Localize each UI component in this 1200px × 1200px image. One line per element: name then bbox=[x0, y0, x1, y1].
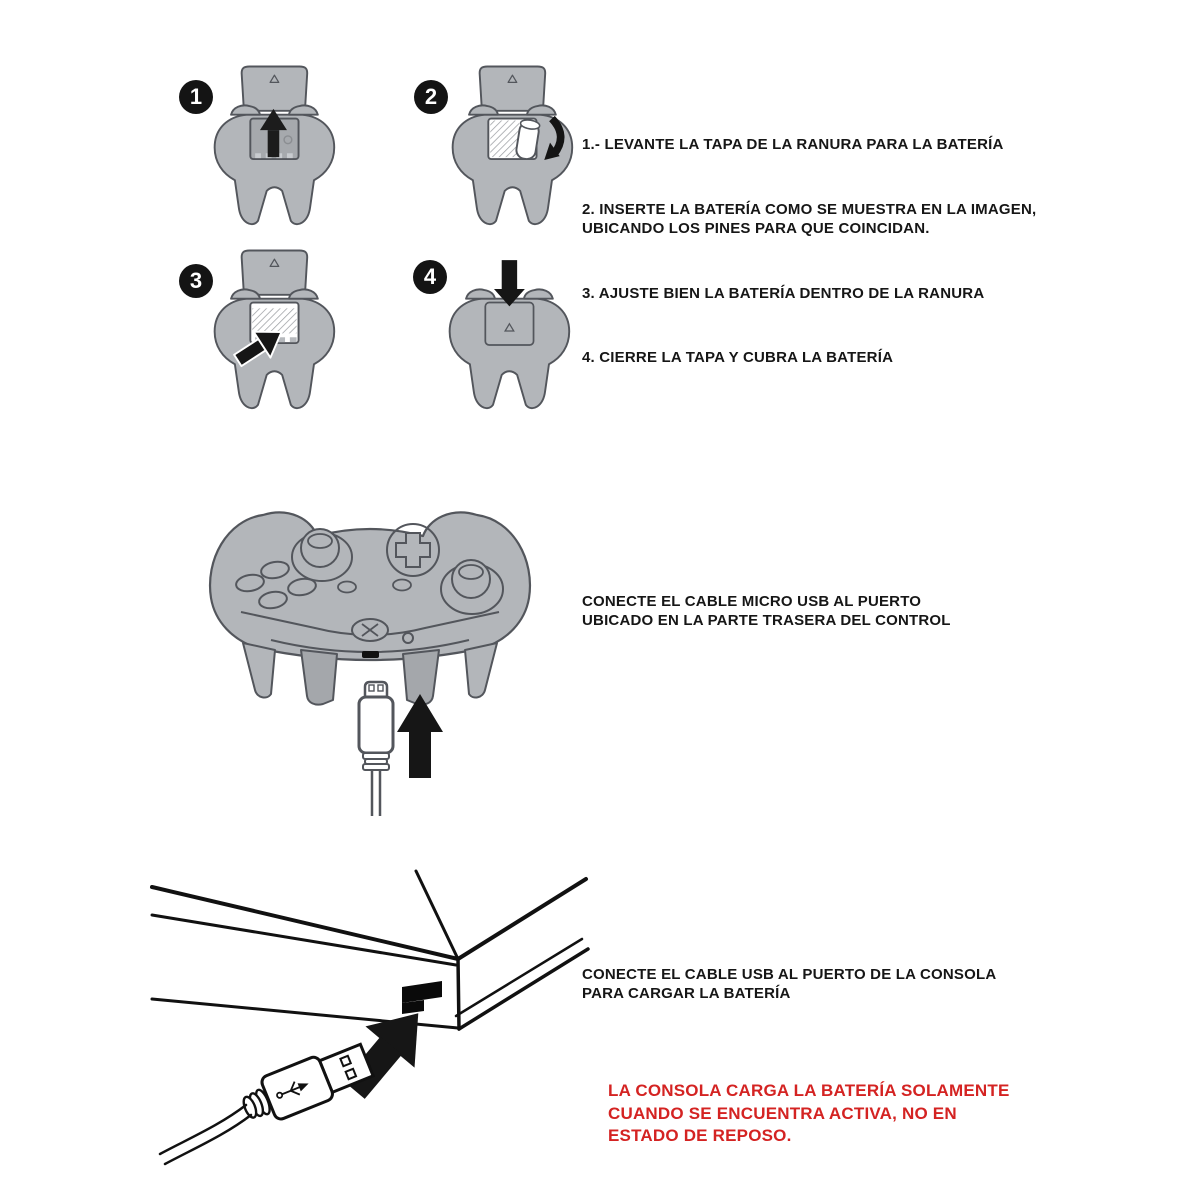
compartment-hatch bbox=[252, 308, 296, 333]
usb-a-plug-icon bbox=[237, 1039, 376, 1131]
micro-usb-port bbox=[362, 651, 379, 658]
instruction-step-1-line: 1.- LEVANTE LA TAPA DE LA RANURA PARA LA BATERÍA bbox=[582, 136, 1004, 153]
instruction-step-4 bbox=[582, 348, 893, 367]
right-grip-tip bbox=[465, 643, 497, 697]
xbox-logo-icon bbox=[352, 619, 388, 641]
instruction-micro-usb-line-1: CONECTE EL CABLE MICRO USB AL PUERTO bbox=[582, 593, 922, 610]
step-2-badge: 2 bbox=[414, 80, 448, 114]
up-arrow-icon bbox=[397, 694, 443, 778]
console-bottom-right-edge bbox=[459, 949, 588, 1029]
controller-front-illustration bbox=[195, 500, 545, 820]
step-1-badge: 1 bbox=[179, 80, 213, 114]
warning-line-3: ESTADO DE REPOSO. bbox=[608, 1126, 792, 1145]
instruction-step-3-line: 3. AJUSTE BIEN LA BATERÍA DENTRO DE LA RANURA bbox=[582, 285, 985, 302]
left-grip-tip bbox=[243, 643, 275, 697]
console-illustration bbox=[150, 875, 634, 1175]
instruction-step-2 bbox=[582, 200, 1036, 238]
console-corner-edge bbox=[458, 959, 459, 1029]
battery-lid-open bbox=[242, 66, 308, 110]
instruction-step-1 bbox=[582, 135, 1004, 154]
instruction-step-4-line: 4. CIERRE LA TAPA Y CUBRA LA BATERÍA bbox=[582, 349, 894, 366]
warning-note bbox=[608, 1080, 1010, 1148]
instruction-console-usb bbox=[582, 965, 996, 1003]
battery-lid-open bbox=[242, 250, 308, 294]
console-top-back-edge bbox=[416, 871, 458, 959]
battery-lid-open bbox=[480, 66, 546, 110]
left-bumper bbox=[466, 289, 495, 298]
micro-usb-cable bbox=[372, 770, 380, 816]
step-3-badge: 3 bbox=[179, 264, 213, 298]
step-1-illustration bbox=[205, 62, 340, 232]
step-4-illustration bbox=[440, 246, 575, 416]
warning-line-1: LA CONSOLA CARGA LA BATERÍA SOLAMENTE bbox=[608, 1081, 1010, 1100]
instruction-step-2-line-2: UBICANDO LOS PINES PARA QUE COINCIDAN. bbox=[582, 220, 930, 237]
instruction-micro-usb-line-2: UBICADO EN LA PARTE TRASERA DEL CONTROL bbox=[582, 612, 951, 629]
instruction-step-3 bbox=[582, 284, 984, 303]
step-4-badge: 4 bbox=[413, 260, 447, 294]
usb-cable bbox=[160, 1105, 251, 1164]
instruction-step-2-line-1: 2. INSERTE LA BATERÍA COMO SE MUESTRA EN LA IMAGEN, bbox=[582, 201, 1037, 218]
instruction-micro-usb bbox=[582, 592, 951, 630]
left-leg bbox=[301, 650, 337, 705]
instruction-console-usb-line-2: PARA CARGAR LA BATERÍA bbox=[582, 985, 791, 1002]
console-usb-port bbox=[402, 981, 442, 1014]
micro-usb-plug-icon bbox=[359, 682, 393, 770]
step-2-illustration bbox=[443, 62, 578, 232]
warning-line-2: CUANDO SE ENCUENTRA ACTIVA, NO EN bbox=[608, 1103, 957, 1123]
step-3-illustration bbox=[205, 246, 340, 416]
right-bumper bbox=[524, 289, 553, 298]
instruction-console-usb-line-1: CONECTE EL CABLE USB AL PUERTO DE LA CONSOLA bbox=[582, 966, 997, 983]
compartment-hatch bbox=[490, 120, 519, 157]
